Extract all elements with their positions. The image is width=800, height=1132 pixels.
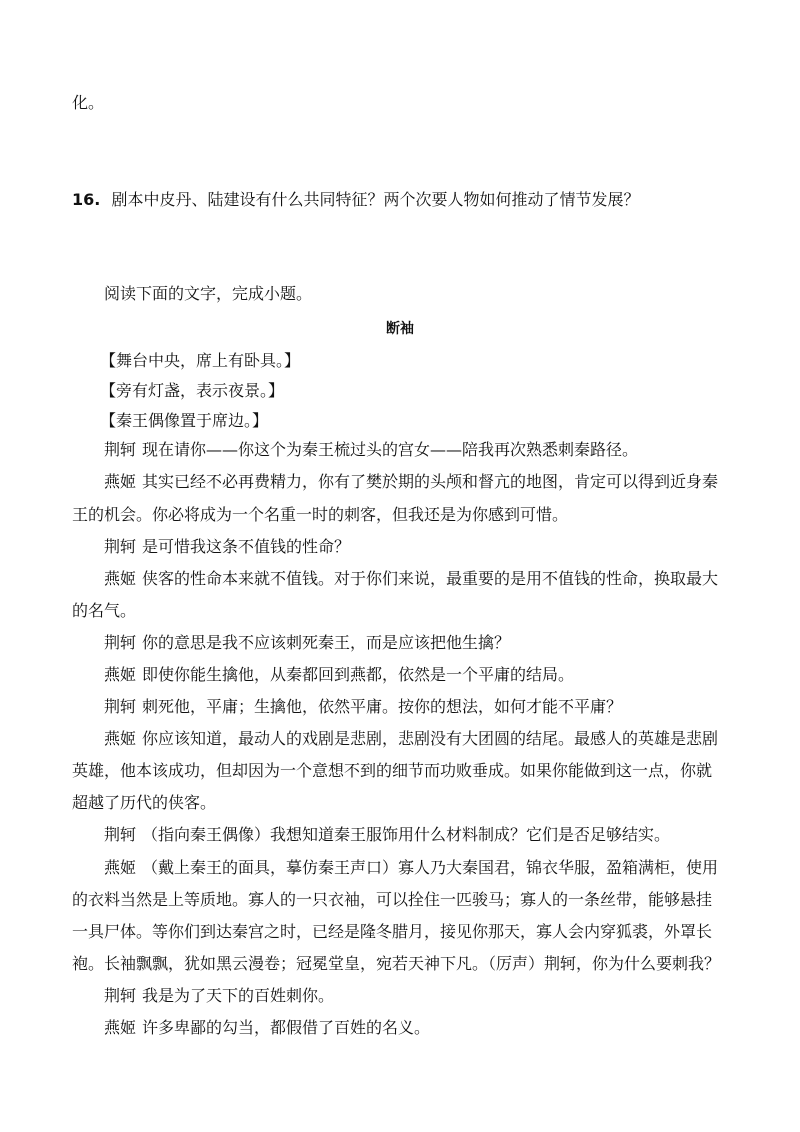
dialogue-line <box>104 696 622 718</box>
speaker: 荆轲 <box>104 825 137 844</box>
dialogue-text: 我是为了天下的百姓刺你。 <box>142 986 335 1005</box>
dialogue-line <box>104 536 350 558</box>
speaker: 燕姬 <box>104 729 137 748</box>
dialogue-text: 侠客的性命本来就不值钱。对于你们来说，最重要的是用不值钱的性命，换取最大 <box>142 569 719 588</box>
dialogue-line <box>104 857 718 879</box>
dialogue-line <box>104 664 574 686</box>
speaker: 燕姬 <box>104 858 137 877</box>
dialogue-text: （戴上秦王的面具，摹仿秦王声口）寡人乃大秦国君，锦衣华服，盈箱满柜，使用 <box>142 858 719 877</box>
speaker: 荆轲 <box>104 440 137 459</box>
top-fragment: 化。 <box>72 93 105 112</box>
dialogue-line <box>104 728 718 750</box>
passage-title: 断袖 <box>386 321 414 337</box>
dialogue-line <box>104 985 334 1007</box>
dialogue-line <box>104 439 638 461</box>
speaker: 燕姬 <box>104 569 137 588</box>
question-text: 剧本中皮丹、陆建设有什么共同特征？两个次要人物如何推动了情节发展？ <box>111 190 640 209</box>
stage-direction: 【秦王偶像置于席边。】 <box>100 411 269 430</box>
speaker: 燕姬 <box>104 472 137 491</box>
dialogue-line <box>104 1017 430 1039</box>
dialogue-text: （指向秦王偶像）我想知道秦王服饰用什么材料制成？它们是否足够结实。 <box>142 825 671 844</box>
stage-direction: 【舞台中央，席上有卧具。】 <box>100 351 301 370</box>
dialogue-line <box>104 824 670 846</box>
dialogue-continuation: 一具尸体。等你们到达秦宫之时，已经是隆冬腊月，接见你那天，寡人会内穿狐裘，外罩长 <box>72 922 713 941</box>
dialogue-line <box>104 568 718 590</box>
speaker: 荆轲 <box>104 697 137 716</box>
dialogue-text: 你的意思是我不应该刺死秦王，而是应该把他生擒？ <box>142 633 511 652</box>
dialogue-text: 即使你能生擒他，从秦都回到燕都，依然是一个平庸的结局。 <box>142 665 575 684</box>
dialogue-line <box>104 632 510 654</box>
dialogue-continuation: 王的机会。你必将成为一个名重一时的刺客，但我还是为你感到可惜。 <box>72 505 569 524</box>
dialogue-text: 是可惜我这条不值钱的性命？ <box>142 537 351 556</box>
dialogue-text: 你应该知道，最动人的戏剧是悲剧，悲剧没有大团圆的结尾。最感人的英雄是悲剧 <box>142 729 719 748</box>
speaker: 荆轲 <box>104 633 137 652</box>
speaker: 燕姬 <box>104 665 137 684</box>
instruction: 阅读下面的文字，完成小题。 <box>104 284 313 303</box>
dialogue-text: 现在请你——你这个为秦王梳过头的宫女——陪我再次熟悉刺秦路径。 <box>142 440 639 459</box>
dialogue-continuation: 的名气。 <box>72 601 137 620</box>
dialogue-text: 许多卑鄙的勾当，都假借了百姓的名义。 <box>142 1018 431 1037</box>
dialogue-line <box>104 471 718 493</box>
question-16 <box>72 189 639 211</box>
dialogue-continuation: 超越了历代的侠客。 <box>72 793 217 812</box>
speaker: 荆轲 <box>104 537 137 556</box>
speaker: 荆轲 <box>104 986 137 1005</box>
speaker: 燕姬 <box>104 1018 137 1037</box>
dialogue-text: 刺死他，平庸；生擒他，依然平庸。按你的想法，如何才能不平庸？ <box>142 697 623 716</box>
stage-direction: 【旁有灯盏，表示夜景。】 <box>100 381 285 400</box>
dialogue-continuation: 袍。长袖飘飘，犹如黑云漫卷；冠冕堂皇，宛若天神下凡。（厉声）荆轲，你为什么要刺我？ <box>72 954 721 973</box>
question-number: 16. <box>72 190 101 209</box>
dialogue-continuation: 的衣料当然是上等质地。寡人的一只衣袖，可以拴住一匹骏马；寡人的一条丝带，能够悬挂 <box>72 890 713 909</box>
dialogue-continuation: 英雄，他本该成功，但却因为一个意想不到的细节而功败垂成。如果你能做到这一点，你就 <box>72 761 713 780</box>
dialogue-text: 其实已经不必再费精力，你有了樊於期的头颅和督亢的地图，肯定可以得到近身秦 <box>142 472 719 491</box>
